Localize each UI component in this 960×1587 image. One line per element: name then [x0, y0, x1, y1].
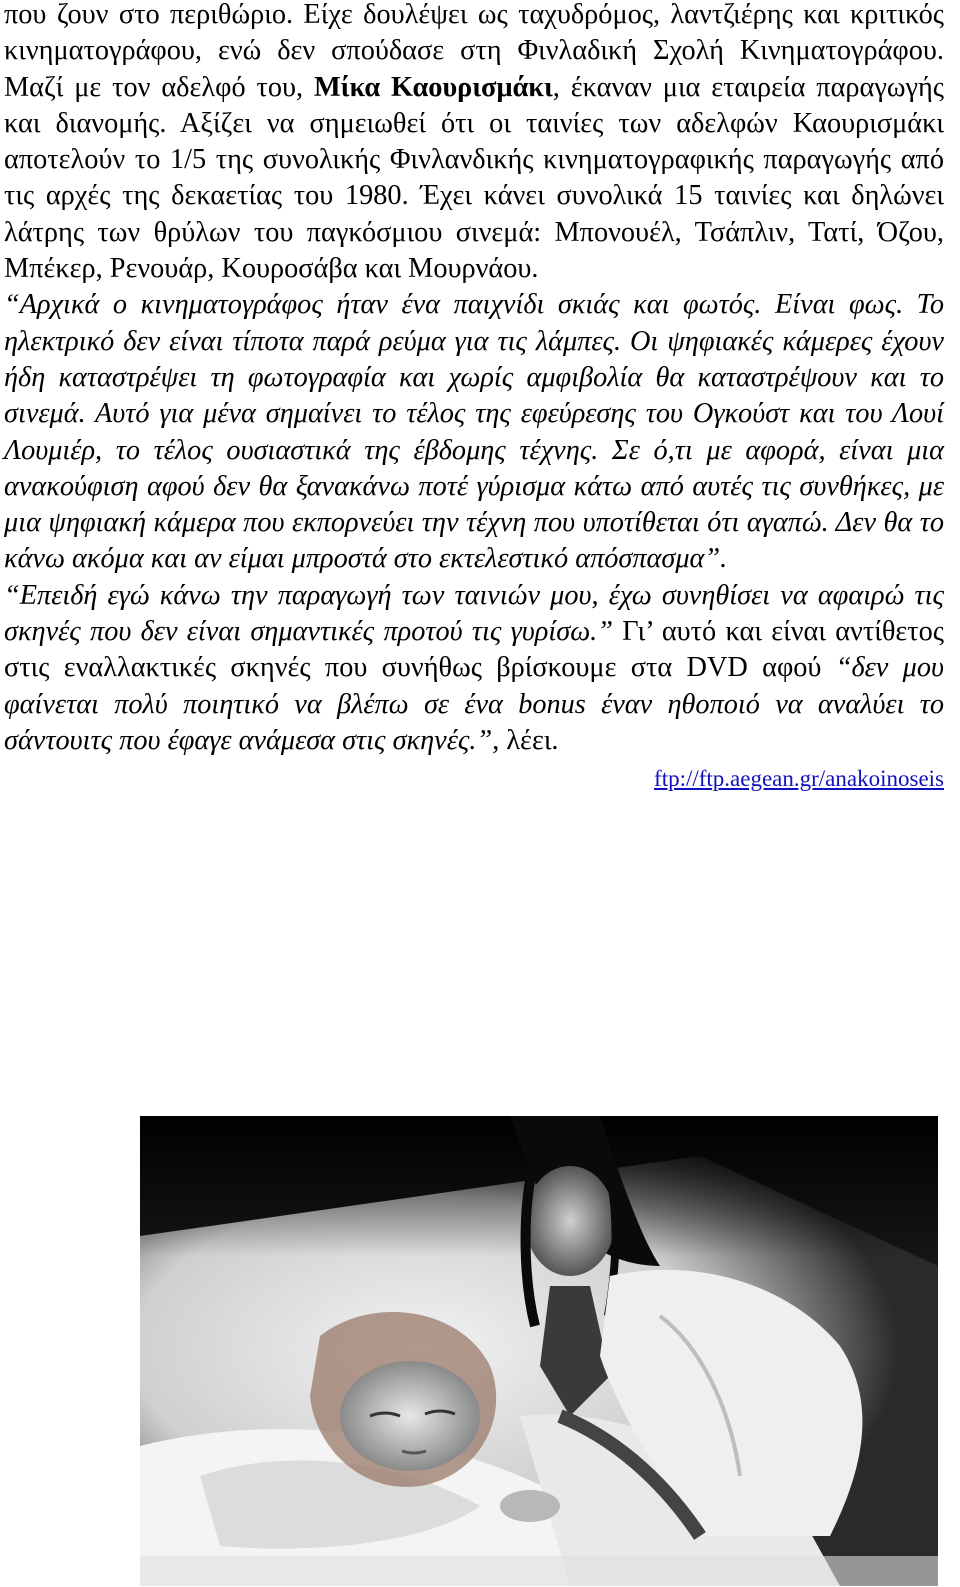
bio-text-start: που ζουν στο περιθώριο. Είχε δουλέψει ως ταχυδρόμος, λαντζιέρης και κριτικός κινηματογράφου, ενώ δεν σπούδασε στη Φινλαδική Σχολή Κινηματογράφου. Μαζί με τον αδελφό του,: [4, 0, 944, 103]
paragraph-quote-production: [4, 578, 944, 759]
name-mika-kaurismaki: Μίκα Καουρισμάκι: [313, 71, 553, 103]
quote-dvd-bonus: “δεν μου φαίνεται πολύ ποιητικό να βλέπω σε ένα bonus έναν ηθοποιό να αναλύει το σάντουιτς που έφαγε ανάμεσα στις σκηνές.”: [4, 652, 944, 756]
bio-text-end: , έκαναν μια εταιρεία παραγωγής και διανομής. Αξίζει να σημειωθεί ότι οι ταινίες των αδελφών Καουρισμάκι αποτελούν το 1/5 της συνολικής Φινλανδικής κινηματογραφικής παραγωγής από τις αρχές της δεκαετίας του 1980. Έχει κάνει συνολικά 15 ταινίες και δηλώνει λάτρης των θρύλων του παγκόσμιου σινεμά: Μπονουέλ, Τσάπλιν, Τατί, Όζου, Μπέκερ, Ρενουάρ, Κουροσάβα και Μουρνάου.: [4, 71, 944, 285]
says-text: , λέει.: [492, 724, 559, 756]
paragraph-bio: [4, 0, 944, 287]
film-still-image: [140, 1116, 938, 1586]
quote-cinema-light: “Αρχικά ο κινηματογράφος ήταν ένα παιχνίδι σκιάς και φωτός. Είναι φως. Το ηλεκτρικό δεν είναι τίποτα παρά ρεύμα για τις λάμπες. Οι ψηφιακές κάμερες έχουν ήδη καταστρέψει τη φωτογραφία και χωρίς αμφιβολία θα καταστρέψουν και το σινεμά. Αυτό για μένα σημαίνει το τέλος της εφεύρεσης του Ογκούστ και του Λουί Λουμιέρ, το τέλος ουσιαστικά της έβδομης τέχνης. Σε ό,τι με αφορά, είναι μια ανακούφιση αφού δεν θα ξανακάνω ποτέ γύρισμα κάτω από αυτές τις συνθήκες, με μια ψηφιακή κάμερα που εκπορνεύει την τέχνη που υποτίθεται ότι αγαπώ. Δεν θα το κάνω ακόμα και αν είμαι μπροστά στο εκτελεστικό απόσπασμα”.: [4, 289, 944, 575]
paragraph-quote-cinema: [4, 287, 944, 577]
film-still-photo: [140, 1116, 938, 1586]
article-body: [4, 0, 944, 798]
quote-production: “Επειδή εγώ κάνω την παραγωγή των ταινιών μου, έχω συνηθίσει να αφαιρώ τις σκηνές που δεν είναι σημαντικές προτού τις γυρίσω.”: [4, 579, 944, 648]
dvd-text: Γι’ αυτό και είναι αντίθετος στις εναλλακτικές σκηνές που συνήθως βρίσκουμε στα DVD αφού: [4, 616, 944, 684]
source-line: [4, 759, 944, 797]
source-link[interactable]: ftp://ftp.aegean.gr/anakoinoseis: [654, 766, 944, 792]
